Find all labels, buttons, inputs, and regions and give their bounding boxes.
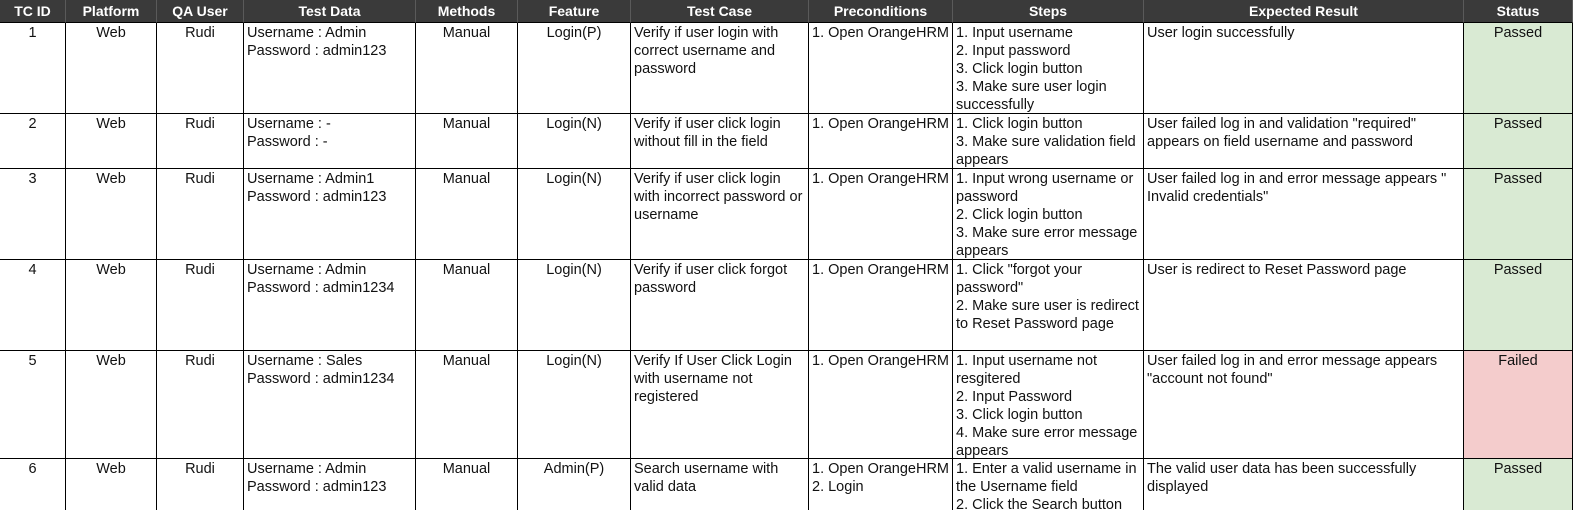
cell-test-data[interactable]: Username : Admin Password : admin123 — [244, 459, 416, 510]
cell-status[interactable]: Passed — [1464, 459, 1573, 510]
cell-status[interactable]: Passed — [1464, 260, 1573, 351]
table-row — [0, 114, 1573, 169]
cell-methods[interactable]: Manual — [416, 23, 518, 114]
cell-preconditions[interactable]: 1. Open OrangeHRM — [809, 260, 953, 351]
cell-test-case[interactable]: Verify if user login with correct username and password — [631, 23, 809, 114]
cell-test-case[interactable]: Verify if user click login without fill in the field — [631, 114, 809, 169]
cell-preconditions[interactable]: 1. Open OrangeHRM — [809, 169, 953, 260]
cell-preconditions[interactable]: 1. Open OrangeHRM — [809, 351, 953, 459]
cell-methods[interactable]: Manual — [416, 169, 518, 260]
header-test-case[interactable]: Test Case — [631, 0, 809, 23]
cell-qa-user[interactable]: Rudi — [157, 260, 244, 351]
cell-platform[interactable]: Web — [66, 459, 157, 510]
header-feature[interactable]: Feature — [518, 0, 631, 23]
header-preconditions[interactable]: Preconditions — [809, 0, 953, 23]
cell-expected-result[interactable]: User login successfully — [1144, 23, 1464, 114]
cell-feature[interactable]: Login(N) — [518, 260, 631, 351]
cell-status[interactable]: Passed — [1464, 114, 1573, 169]
cell-steps[interactable]: 1. Enter a valid username in the Username field 2. Click the Search button — [953, 459, 1144, 510]
cell-test-case[interactable]: Verify If User Click Login with username not registered — [631, 351, 809, 459]
cell-feature[interactable]: Login(N) — [518, 114, 631, 169]
cell-tc-id[interactable]: 2 — [0, 114, 66, 169]
table-row — [0, 459, 1573, 510]
cell-tc-id[interactable]: 1 — [0, 23, 66, 114]
table-row — [0, 260, 1573, 351]
header-methods[interactable]: Methods — [416, 0, 518, 23]
cell-steps[interactable]: 1. Click "forgot your password" 2. Make sure user is redirect to Reset Password page — [953, 260, 1144, 351]
header-row — [0, 0, 1573, 23]
cell-feature[interactable]: Login(N) — [518, 169, 631, 260]
cell-preconditions[interactable]: 1. Open OrangeHRM 2. Login — [809, 459, 953, 510]
cell-qa-user[interactable]: Rudi — [157, 114, 244, 169]
cell-tc-id[interactable]: 4 — [0, 260, 66, 351]
cell-steps[interactable]: 1. Click login button 3. Make sure validation field appears — [953, 114, 1144, 169]
cell-qa-user[interactable]: Rudi — [157, 351, 244, 459]
cell-expected-result[interactable]: User failed log in and error message appears "account not found" — [1144, 351, 1464, 459]
cell-test-data[interactable]: Username : Admin Password : admin1234 — [244, 260, 416, 351]
cell-status[interactable]: Failed — [1464, 351, 1573, 459]
cell-expected-result[interactable]: User is redirect to Reset Password page — [1144, 260, 1464, 351]
cell-tc-id[interactable]: 6 — [0, 459, 66, 510]
cell-preconditions[interactable]: 1. Open OrangeHRM — [809, 114, 953, 169]
cell-status[interactable]: Passed — [1464, 169, 1573, 260]
table-row — [0, 169, 1573, 260]
table-row — [0, 23, 1573, 114]
cell-platform[interactable]: Web — [66, 351, 157, 459]
header-test-data[interactable]: Test Data — [244, 0, 416, 23]
header-steps[interactable]: Steps — [953, 0, 1144, 23]
header-expected-result[interactable]: Expected Result — [1144, 0, 1464, 23]
cell-methods[interactable]: Manual — [416, 114, 518, 169]
cell-steps[interactable]: 1. Input username not resgitered 2. Input Password 3. Click login button 4. Make sure error message appears — [953, 351, 1144, 459]
header-status[interactable]: Status — [1464, 0, 1573, 23]
cell-platform[interactable]: Web — [66, 169, 157, 260]
cell-qa-user[interactable]: Rudi — [157, 169, 244, 260]
cell-feature[interactable]: Login(P) — [518, 23, 631, 114]
header-qa-user[interactable]: QA User — [157, 0, 244, 23]
cell-test-data[interactable]: Username : Admin1 Password : admin123 — [244, 169, 416, 260]
cell-qa-user[interactable]: Rudi — [157, 23, 244, 114]
cell-test-case[interactable]: Verify if user click forgot password — [631, 260, 809, 351]
cell-preconditions[interactable]: 1. Open OrangeHRM — [809, 23, 953, 114]
cell-steps[interactable]: 1. Input username 2. Input password 3. Click login button 3. Make sure user login successfully — [953, 23, 1144, 114]
cell-test-case[interactable]: Verify if user click login with incorrect password or username — [631, 169, 809, 260]
cell-feature[interactable]: Login(N) — [518, 351, 631, 459]
cell-feature[interactable]: Admin(P) — [518, 459, 631, 510]
cell-status[interactable]: Passed — [1464, 23, 1573, 114]
cell-test-case[interactable]: Search username with valid data — [631, 459, 809, 510]
cell-platform[interactable]: Web — [66, 260, 157, 351]
cell-platform[interactable]: Web — [66, 114, 157, 169]
cell-tc-id[interactable]: 5 — [0, 351, 66, 459]
cell-test-data[interactable]: Username : Sales Password : admin1234 — [244, 351, 416, 459]
cell-expected-result[interactable]: User failed log in and validation "required" appears on field username and password — [1144, 114, 1464, 169]
header-tc-id[interactable]: TC ID — [0, 0, 66, 23]
header-platform[interactable]: Platform — [66, 0, 157, 23]
table-row — [0, 351, 1573, 459]
cell-steps[interactable]: 1. Input wrong username or password 2. Click login button 3. Make sure error message appears — [953, 169, 1144, 260]
cell-platform[interactable]: Web — [66, 23, 157, 114]
cell-expected-result[interactable]: The valid user data has been successfully displayed — [1144, 459, 1464, 510]
cell-qa-user[interactable]: Rudi — [157, 459, 244, 510]
cell-tc-id[interactable]: 3 — [0, 169, 66, 260]
cell-methods[interactable]: Manual — [416, 260, 518, 351]
cell-test-data[interactable]: Username : - Password : - — [244, 114, 416, 169]
cell-expected-result[interactable]: User failed log in and error message appears " Invalid credentials" — [1144, 169, 1464, 260]
cell-methods[interactable]: Manual — [416, 459, 518, 510]
cell-methods[interactable]: Manual — [416, 351, 518, 459]
cell-test-data[interactable]: Username : Admin Password : admin123 — [244, 23, 416, 114]
